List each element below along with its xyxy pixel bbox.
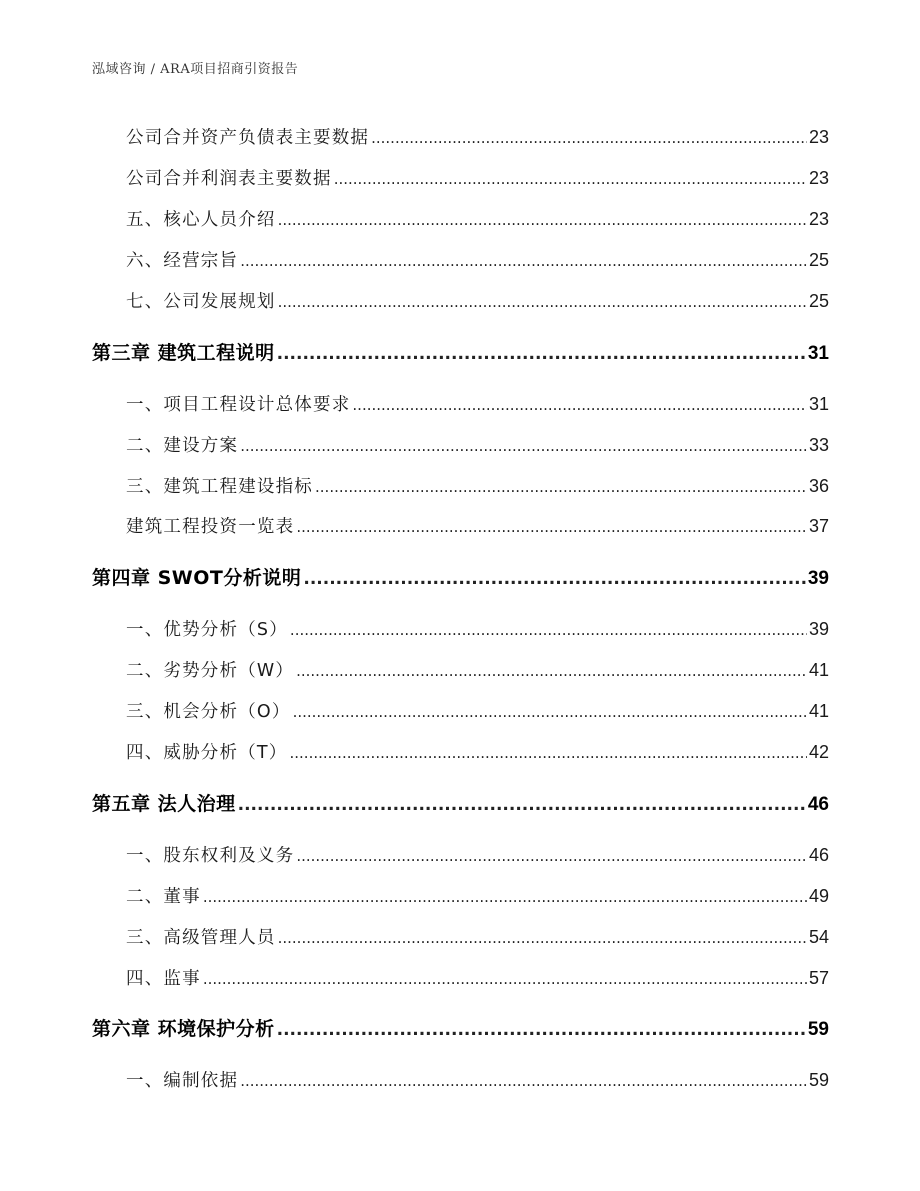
page-header: 泓域咨询 / ARA项目招商引资报告: [92, 62, 299, 77]
toc-entry-label: 威胁分析（T）: [163, 743, 288, 763]
toc-leader-dots: [296, 518, 807, 536]
toc-leader-dots: [240, 1072, 807, 1090]
toc-entry[interactable]: [126, 165, 829, 190]
toc-leader-dots: [303, 569, 805, 589]
toc-entry-number: 三、: [126, 928, 164, 948]
toc-page-number: 31: [808, 394, 829, 414]
toc-entry[interactable]: [126, 657, 829, 682]
toc-entry[interactable]: [126, 288, 829, 313]
toc-page-number: 42: [808, 742, 829, 762]
toc-leader-dots: [352, 396, 807, 414]
toc-page-number: 37: [808, 516, 829, 536]
toc-chapter-label: 第四章 SWOT分析说明: [92, 567, 302, 589]
toc-leader-dots: [277, 1020, 806, 1040]
toc-page-number: 59: [808, 1070, 829, 1090]
toc-entry-label: 编制依据: [163, 1071, 239, 1091]
toc-entry-label: 建筑工程建设指标: [163, 477, 314, 497]
toc-page-number: 23: [808, 209, 829, 229]
toc-entry[interactable]: [126, 473, 829, 498]
toc-entry-number: 一、: [126, 620, 164, 640]
toc-entry[interactable]: [126, 698, 829, 723]
toc-page-number: 23: [808, 168, 829, 188]
toc-page-number: 39: [807, 568, 829, 589]
toc-leader-dots: [203, 970, 807, 988]
toc-entry-number: 四、: [126, 743, 164, 763]
toc-entry-label: 高级管理人员: [163, 928, 276, 948]
toc-entry-number: 一、: [126, 846, 164, 866]
toc-entry-label: 劣势分析（W）: [163, 661, 295, 681]
toc-leader-dots: [315, 478, 807, 496]
toc-entry-label: 公司合并利润表主要数据: [126, 169, 332, 189]
toc-leader-dots: [240, 437, 807, 455]
toc-chapter-label: 第五章 法人治理: [92, 793, 236, 815]
toc-entry[interactable]: [126, 739, 829, 764]
toc-entry-label: 建筑工程投资一览表: [126, 517, 295, 537]
toc-entry[interactable]: [126, 616, 829, 641]
toc-leader-dots: [278, 929, 807, 947]
toc-entry[interactable]: [126, 206, 829, 231]
toc-page-number: 46: [807, 794, 829, 815]
toc-page-number: 41: [808, 701, 829, 721]
toc-page-number: 49: [808, 886, 829, 906]
toc-leader-dots: [278, 293, 807, 311]
toc-page-number: 46: [808, 845, 829, 865]
toc-page-number: 23: [808, 127, 829, 147]
toc-entry-label: 优势分析（S）: [163, 620, 288, 640]
toc-page-number: 59: [807, 1019, 829, 1040]
toc-leader-dots: [290, 744, 807, 762]
toc-entry-number: 二、: [126, 661, 164, 681]
toc-entry[interactable]: [126, 391, 829, 416]
toc-chapter-entry[interactable]: [92, 789, 829, 816]
toc-entry-number: 三、: [126, 702, 164, 722]
toc-page-number: 25: [808, 250, 829, 270]
toc-chapter-label: 第三章 建筑工程说明: [92, 342, 275, 364]
toc-entry[interactable]: [126, 247, 829, 272]
toc-entry-number: 五、: [126, 210, 164, 230]
toc-entry[interactable]: [126, 513, 829, 538]
toc-entry[interactable]: [126, 924, 829, 949]
toc-entry-number: 二、: [126, 436, 164, 456]
toc-chapter-entry[interactable]: [92, 338, 829, 365]
toc-leader-dots: [290, 621, 807, 639]
toc-page-number: 33: [808, 435, 829, 455]
toc-entry[interactable]: [126, 432, 829, 457]
toc-page-number: 54: [808, 927, 829, 947]
toc-entry[interactable]: [126, 124, 829, 149]
toc-entry-number: 三、: [126, 477, 164, 497]
toc-entry-label: 董事: [163, 887, 201, 907]
toc-leader-dots: [334, 170, 807, 188]
toc-leader-dots: [238, 795, 806, 815]
toc-page-number: 39: [808, 619, 829, 639]
toc-entry[interactable]: [126, 842, 829, 867]
toc-leader-dots: [293, 703, 807, 721]
toc-leader-dots: [240, 252, 807, 270]
toc-entry-number: 一、: [126, 395, 164, 415]
toc-entry-number: 二、: [126, 887, 164, 907]
toc-chapter-entry[interactable]: [92, 563, 829, 590]
toc-entry-label: 公司合并资产负债表主要数据: [126, 128, 370, 148]
toc-page-number: 25: [808, 291, 829, 311]
toc-entry-label: 建设方案: [163, 436, 239, 456]
toc-leader-dots: [278, 211, 807, 229]
toc-entry-number: 四、: [126, 969, 164, 989]
toc-entry[interactable]: [126, 965, 829, 990]
toc-entry-label: 项目工程设计总体要求: [163, 395, 351, 415]
toc-entry[interactable]: [126, 1067, 829, 1092]
toc-leader-dots: [277, 344, 806, 364]
toc-entry[interactable]: [126, 883, 829, 908]
toc-leader-dots: [203, 888, 807, 906]
toc-entry-number: 七、: [126, 292, 164, 312]
toc-leader-dots: [296, 847, 807, 865]
header-divider: [92, 84, 828, 85]
toc-entry-label: 公司发展规划: [163, 292, 276, 312]
toc-entry-number: 六、: [126, 251, 164, 271]
toc-leader-dots: [296, 662, 807, 680]
toc-entry-label: 机会分析（O）: [163, 702, 291, 722]
toc-entry-label: 经营宗旨: [163, 251, 239, 271]
toc-entry-label: 核心人员介绍: [163, 210, 276, 230]
toc-entry-label: 股东权利及义务: [163, 846, 295, 866]
toc-page-number: 31: [807, 343, 829, 364]
toc-entry-label: 监事: [163, 969, 201, 989]
toc-page-number: 57: [808, 968, 829, 988]
toc-chapter-entry[interactable]: [92, 1014, 829, 1041]
toc-entry-number: 一、: [126, 1071, 164, 1091]
toc-page-number: 36: [808, 476, 829, 496]
toc-chapter-label: 第六章 环境保护分析: [92, 1018, 275, 1040]
toc-page-number: 41: [808, 660, 829, 680]
toc-leader-dots: [371, 129, 807, 147]
